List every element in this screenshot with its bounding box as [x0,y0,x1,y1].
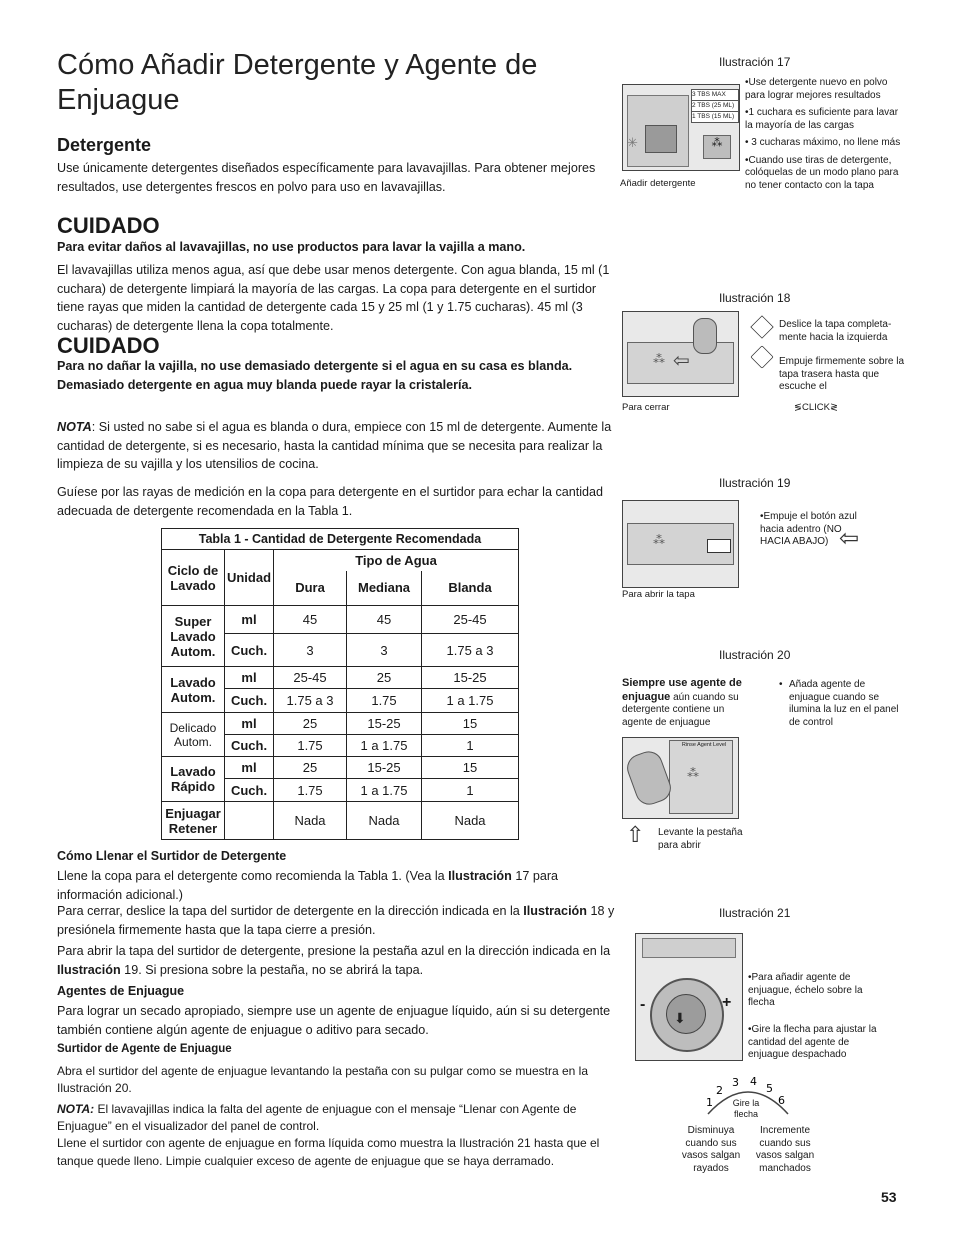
bold-text: Ilustración [523,904,587,918]
fig21-bullet-2: •Gire la flecha para ajustar la cantidad del agente de enjuague despachado [748,1024,877,1060]
lift-tab-text: Levante la pestaña para abrir [658,827,743,851]
note-text: : Si usted no sabe si el agua es blanda o dura, empiece con 15 ml de detergente. Aumente la cantidad de detergente, si es necesario, hasta la cantidad mínima que se necesita para realizar la limpieza de su vajilla y los utensilios de cocina. [57,420,612,471]
value-cell: 15-25 [347,713,422,735]
dispenser-text: Abra el surtidor del agente de enjuague levantando la pestaña con su pulgar como se muestra en la Ilustración 20. [57,1064,589,1095]
detergent-cup [645,125,677,153]
value-cell: 25 [347,667,422,689]
fill-heading: Cómo Llenar el Surtidor de Detergente [57,849,287,863]
unit-cell: ml [225,757,274,779]
cycle-cell: Super Lavado Autom. [162,606,225,667]
dispenser-panel [669,740,733,814]
page-number: 53 [881,1189,897,1205]
arrow-left-icon [750,315,773,338]
note-label: NOTA: [57,1102,95,1116]
minus-icon: - [640,996,646,1013]
unit-cell: Cuch. [225,689,274,713]
fig19-illustration [622,500,739,588]
unit-cell [225,802,274,840]
fig17-title: Ilustración 17 [719,55,791,69]
arrow-down-icon: ⬇ [674,1010,686,1026]
value-cell: 1 [422,779,519,802]
value-cell: 15 [422,713,519,735]
fig20-illustration [622,737,739,819]
cycle-cell: Lavado Autom. [162,667,225,713]
fig18-illustration [622,311,739,397]
table-row [162,713,519,735]
value-cell: 1 a 1.75 [347,779,422,802]
value-cell: 25-45 [274,667,347,689]
unit-cell: Cuch. [225,779,274,802]
value-cell: 3 [274,634,347,667]
header-medium: Mediana [347,571,422,606]
panel-top [642,938,736,958]
value-cell: 45 [274,606,347,634]
rinse-note [57,1101,622,1134]
fig20-bullet: Añada agente de enjuague cuando se ilumina la luz en el panel de control [789,679,899,728]
text: aún cuando su detergente contiene un agente de enjuague [622,691,739,728]
arrow-left-icon: ⇦ [673,350,690,372]
unit-cell: ml [225,606,274,634]
fig19-title: Ilustración 19 [719,476,791,490]
sparkle-icon: ✳ [627,135,638,150]
dispenser-heading: Surtidor de Agente de Enjuague [57,1043,232,1055]
dial-number: 1 [706,1096,713,1109]
blue-tab-button [707,539,731,553]
dial-number: 4 [750,1076,757,1088]
spray-icon: ⁂ [703,135,731,159]
bold-text: Ilustración [57,962,121,977]
spray-icon: ⁂ [653,352,665,366]
text: Llene la copa para el detergente como recomienda la Tabla 1. (Vea la [57,869,449,883]
fig18-step1: Deslice la tapa completa- mente hacia la izquierda [779,319,892,343]
fig19-text: •Empuje el botón azul hacia adentro (NO HACIA ABAJO) [760,511,857,547]
rinse-level-label: Rinse Agent Level [681,742,727,748]
arrow-left-icon: ⇦ [839,525,860,552]
table-row [162,802,519,840]
unit-cell: Cuch. [225,735,274,757]
value-cell: Nada [347,802,422,840]
text: Para abrir la tapa del surtidor de detergente, presione la pestaña azul en la dirección indicada en la [57,944,611,958]
value-cell: 15 [422,757,519,779]
fig18-caption: Para cerrar [622,402,670,413]
table-row [162,667,519,689]
header-soft: Blanda [422,571,519,606]
fig21-title: Ilustración 21 [719,906,791,920]
note-text: El lavavajillas indica la falta del agente de enjuague con el mensaje “Llenar con Agente de Enjuague” en el visualizador del panel de control. [57,1102,577,1133]
table-row [162,606,519,634]
note-paragraph [57,418,617,474]
table-row [162,757,519,779]
bullet-dot: • [779,679,783,690]
fig18-step2: Empuje firmemente sobre la tapa trasera hasta que escuche el [779,356,905,392]
text: 19. Si presiona sobre la pestaña, no se abrirá la tapa. [120,962,424,977]
unit-cell: ml [225,713,274,735]
fig17-bullets [745,77,905,197]
arrow-up-icon: ⇧ [626,822,645,847]
table-title: Tabla 1 - Cantidad de Detergente Recomendada [162,529,519,550]
header-water-type: Tipo de Agua [274,550,519,571]
fig20-title: Ilustración 20 [719,648,791,662]
value-cell: 1 [422,735,519,757]
header-cycle: Ciclo de Lavado [162,550,225,606]
value-cell: 25-45 [422,606,519,634]
value-cell: 25 [274,713,347,735]
caution-text: El lavavajillas utiliza menos agua, así que debe usar menos detergente. Con agua blanda, 15 ml (1 cuchara) de detergente limpiará la mayoría de las cargas. La copa para detergente en el surtidor tiene rayas que miden la cantidad de detergente cada 15 y 25 ml (1 y 1.75 cucharas). 45 ml (3 cucharas) de detergente llena la copa totalmente. [57,263,610,333]
spray-icon: ⁂ [687,766,699,780]
fig17-illustration [622,84,740,171]
caution-warning-2: Para no dañar la vajilla, no use demasiado detergente si el agua en su casa es blanda. Demasiado detergente en agua muy blanda puede rayar la cristalería. [57,359,573,392]
bullet-item: • 3 cucharas máximo, no llene más [745,137,901,148]
hand-shape [693,318,717,354]
increase-text: Incremente cuando sus vasos salgan manchados [755,1125,815,1174]
value-cell: 1.75 [347,689,422,713]
caution-heading: CUIDADO [57,213,160,238]
caution-warning: Para evitar daños al lavavajillas, no use productos para lavar la vajilla a mano. [57,240,526,254]
bullet-item: •Use detergente nuevo en polvo para lograr mejores resultados [745,77,888,101]
value-cell: 45 [347,606,422,634]
detergent-text: Use únicamente detergentes diseñados específicamente para lavavajillas. Para obtener mejores resultados, use detergentes frescos en polvo para uso en lavavajillas. [57,161,596,194]
cycle-cell: Delicado Autom. [162,713,225,757]
bullet-item: •Cuando use tiras de detergente, colóquelas de un modo plano para no tener contacto con la tapa [745,154,899,191]
fill-paragraph-3 [57,942,617,979]
header-unit: Unidad [225,550,274,606]
detergent-heading: Detergente [57,135,152,155]
thumb-shape [623,747,675,808]
push-icon [750,345,773,368]
unit-cell: Cuch. [225,634,274,667]
mark-label: 1 TBS (15 ML) [692,113,735,120]
cycle-cell: Lavado Rápido [162,757,225,802]
rinse-text: Para lograr un secado apropiado, siempre use un agente de enjuague líquido, aún si su detergente también contiene algún agente de enjuague o aditivo para secado. [57,1004,611,1037]
dial-center [666,994,706,1034]
value-cell: 15-25 [422,667,519,689]
mark-label: 2 TBS (25 ML) [692,101,738,112]
value-cell: 1.75 a 3 [274,689,347,713]
click-text: CLICK [801,402,830,413]
bullet-item: •1 cuchara es suficiente para lavar la mayoría de las cargas [745,107,899,131]
value-cell: Nada [274,802,347,840]
fig18-title: Ilustración 18 [719,291,791,305]
decrease-text: Disminuya cuando sus vasos salgan rayados [681,1125,741,1174]
dial-number: 3 [732,1076,739,1089]
dial-number: 5 [766,1082,773,1095]
detergent-table [161,528,519,840]
page-title: Cómo Añadir Detergente y Agente de Enjuague [57,49,538,116]
rinse-heading: Agentes de Enjuague [57,984,185,998]
guide-text: Guíese por las rayas de medición en la copa para detergente en el surtidor para echar la cantidad adecuada de detergente recomendada en la Tabla 1. [57,485,604,518]
click-label: ≶CLICK≷ [794,402,838,413]
turn-arrow-text: Gire la flecha [732,1098,760,1119]
unit-cell: ml [225,667,274,689]
bold-text: Siempre use agente de enjuague [622,677,742,703]
fig21-bullet-1: •Para añadir agente de enjuague, échelo sobre la flecha [748,972,863,1008]
value-cell: 1 a 1.75 [422,689,519,713]
spray-icon: ⁂ [653,533,665,547]
mark-label: 3 TBS MAX [692,90,738,101]
header-hard: Dura [274,571,347,606]
note-label: NOTA [57,420,92,434]
bold-text: Ilustración [448,869,512,883]
value-cell: 3 [347,634,422,667]
measurement-marks [691,89,739,123]
value-cell: 25 [274,757,347,779]
value-cell: 1.75 [274,779,347,802]
dial-number: 6 [778,1094,785,1107]
rinse-fill-text: Llene el surtidor con agente de enjuague en forma líquida como muestra la Ilustración 21 hasta que el tanque quede lleno. Limpie cualquier exceso de agente de enjuague que se haya derramado. [57,1136,600,1168]
value-cell: 1 a 1.75 [347,735,422,757]
fill-paragraph-2 [57,902,617,939]
fig20-left-text [622,677,757,729]
text: Para cerrar, deslice la tapa del surtidor de detergente en la dirección indicada en la [57,904,524,918]
cycle-cell: Enjuagar Retener [162,802,225,840]
text: 17 para información adicional.) [57,869,559,902]
fill-paragraph-1 [57,867,617,904]
value-cell: Nada [422,802,519,840]
fig21-illustration [635,933,743,1061]
caution-heading-2: CUIDADO [57,333,160,358]
fig17-caption: Añadir detergente [620,178,696,189]
value-cell: 1.75 [274,735,347,757]
fig19-caption: Para abrir la tapa [622,589,695,600]
value-cell: 1.75 a 3 [422,634,519,667]
text: 18 y presiónela firmemente hasta que la tapa cierre a presión. [57,904,615,937]
plus-icon: + [722,994,732,1011]
value-cell: 15-25 [347,757,422,779]
dial-number: 2 [716,1084,723,1097]
